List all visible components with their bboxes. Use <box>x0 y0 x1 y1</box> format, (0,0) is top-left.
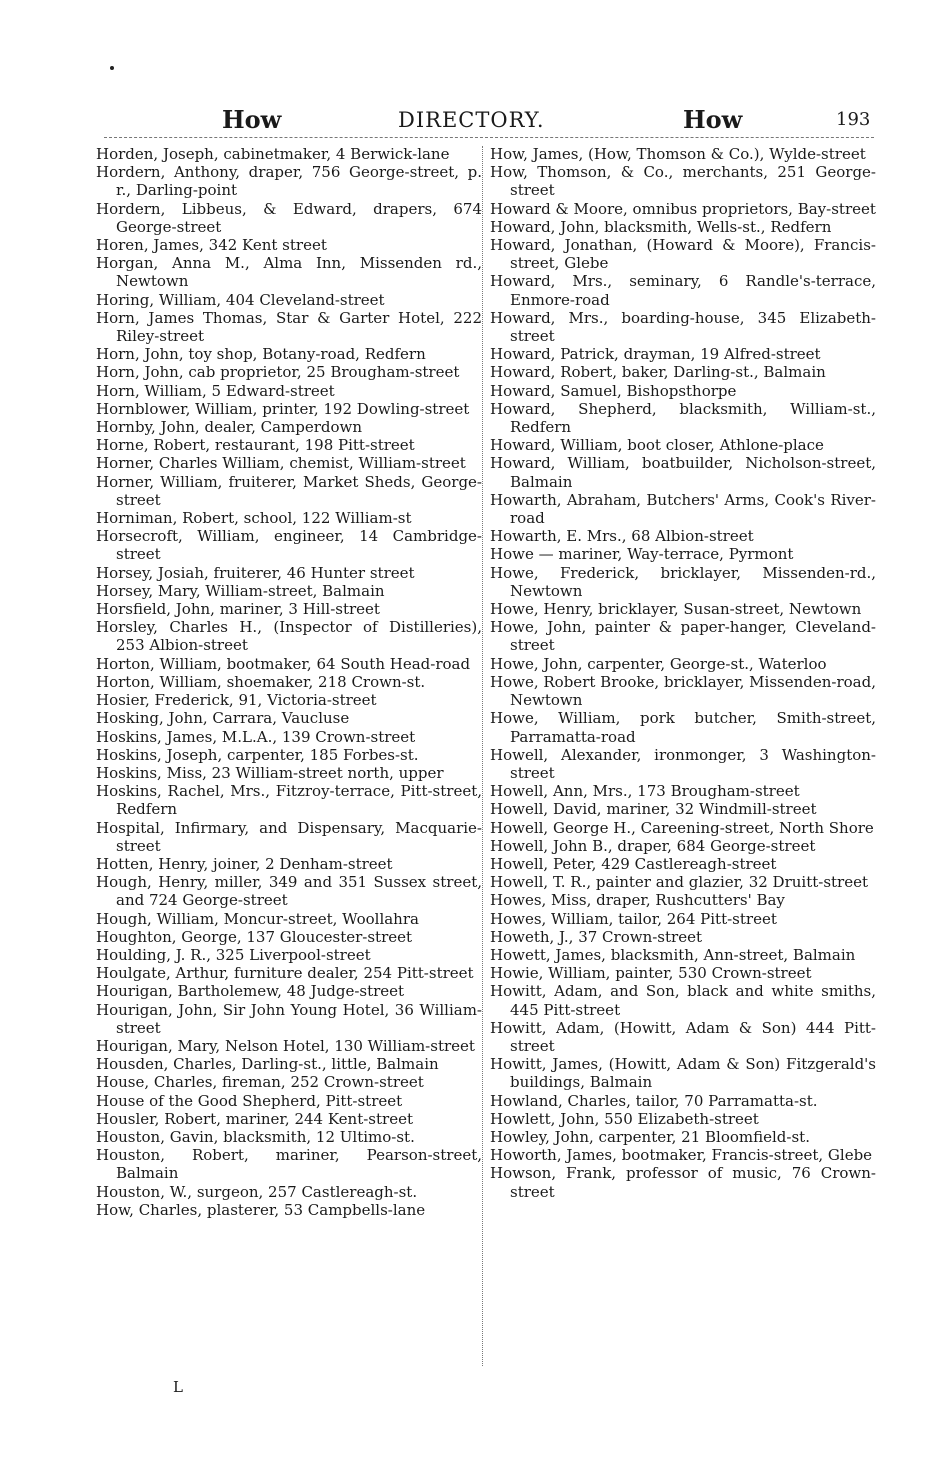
directory-entry: Howland, Charles, tailor, 70 Parramatta-st. <box>490 1091 818 1110</box>
directory-entry: Houston, W., surgeon, 257 Castlereagh-st. <box>96 1182 418 1201</box>
right-column <box>490 145 876 1201</box>
header-title: DIRECTORY. <box>398 108 545 132</box>
directory-entry: Hoskins, Joseph, carpenter, 185 Forbes-st. <box>96 745 419 764</box>
column-divider <box>482 146 483 1366</box>
directory-entry: Horsey, Mary, William-street, Balmain <box>96 581 385 600</box>
directory-entry: Howitt, Adam, (Howitt, Adam & Son) 444 Pitt-street <box>490 1018 876 1055</box>
directory-entry: Horsey, Josiah, fruiterer, 46 Hunter street <box>96 563 415 582</box>
directory-entry: Howson, Frank, professor of music, 76 Crown-street <box>490 1164 876 1201</box>
directory-entry: Hough, William, Moncur-street, Woollahra <box>96 909 419 928</box>
directory-entry: Horing, William, 404 Cleveland-street <box>96 290 385 309</box>
directory-entry: Hordern, Anthony, draper, 756 George-street, p. r., Darling-point <box>96 163 482 200</box>
directory-entry: Horton, William, bootmaker, 64 South Head-road <box>96 654 471 673</box>
page-number: 193 <box>836 109 871 130</box>
directory-entry: Howard, Mrs., seminary, 6 Randle's-terrace, Enmore-road <box>490 272 876 309</box>
directory-entry: Howard, Jonathan, (Howard & Moore), Francis-street, Glebe <box>490 236 876 273</box>
directory-entry: Hornblower, William, printer, 192 Dowling-street <box>96 399 470 418</box>
directory-entry: Horniman, Robert, school, 122 William-st <box>96 509 412 528</box>
directory-entry: Hordern, Libbeus, & Edward, drapers, 674 George-street <box>96 199 482 236</box>
directory-entry: Howitt, Adam, and Son, black and white smiths, 445 Pitt-street <box>490 982 876 1019</box>
directory-entry: Howell, Alexander, ironmonger, 3 Washington-street <box>490 745 876 782</box>
directory-entry: Horgan, Anna M., Alma Inn, Missenden rd., Newtown <box>96 254 482 291</box>
directory-entry: Howes, William, tailor, 264 Pitt-street <box>490 909 777 928</box>
directory-entry: Hourigan, John, Sir John Young Hotel, 36 William-street <box>96 1000 482 1037</box>
directory-entry: Howard & Moore, omnibus proprietors, Bay-street <box>490 199 876 218</box>
directory-entry: Howard, Patrick, drayman, 19 Alfred-street <box>490 345 821 364</box>
directory-entry: Horn, William, 5 Edward-street <box>96 381 335 400</box>
directory-entry: Hospital, Infirmary, and Dispensary, Macquarie-street <box>96 818 482 855</box>
directory-entry: Housden, Charles, Darling-st., little, Balmain <box>96 1055 439 1074</box>
directory-entry: Howeth, J., 37 Crown-street <box>490 927 702 946</box>
directory-entry: Hourigan, Bartholemew, 48 Judge-street <box>96 982 405 1001</box>
directory-entry: Howett, James, blacksmith, Ann-street, Balmain <box>490 945 856 964</box>
directory-entry: Howe, John, carpenter, George-st., Waterloo <box>490 654 827 673</box>
directory-entry: Howard, Shepherd, blacksmith, William-st., Redfern <box>490 399 876 437</box>
directory-entry: Houghton, George, 137 Gloucester-street <box>96 927 413 946</box>
directory-entry: Houlding, J. R., 325 Liverpool-street <box>96 945 371 964</box>
directory-entry: Howard, Samuel, Bishopsthorpe <box>490 381 737 400</box>
directory-entry: Howell, George H., Careening-street, North Shore <box>490 818 874 837</box>
directory-entry: House of the Good Shepherd, Pitt-street <box>96 1091 403 1110</box>
header-right-word: How <box>683 105 743 134</box>
directory-entry: Hornby, John, dealer, Camperdown <box>96 418 363 437</box>
directory-entry: Howarth, E. Mrs., 68 Albion-street <box>490 527 754 546</box>
directory-entry: Hosking, John, Carrara, Vaucluse <box>96 709 350 728</box>
directory-entry: Howard, William, boatbuilder, Nicholson-street, Balmain <box>490 454 876 491</box>
directory-entry: Horn, John, toy shop, Botany-road, Redfern <box>96 345 426 364</box>
directory-entry: Houlgate, Arthur, furniture dealer, 254 Pitt-street <box>96 964 474 983</box>
directory-entry: Horsfield, John, mariner, 3 Hill-street <box>96 600 380 619</box>
left-column <box>96 145 482 1219</box>
directory-entry: Howard, William, boot closer, Athlone-place <box>490 436 824 455</box>
running-header <box>0 104 948 136</box>
directory-entry: Housler, Robert, mariner, 244 Kent-street <box>96 1109 413 1128</box>
directory-entry: House, Charles, fireman, 252 Crown-street <box>96 1073 424 1092</box>
directory-entry: Howe, William, pork butcher, Smith-street, Parramatta-road <box>490 709 876 746</box>
directory-entry: How, Thomson, & Co., merchants, 251 George-street <box>490 163 876 200</box>
directory-entry: Hourigan, Mary, Nelson Hotel, 130 William-street <box>96 1036 475 1055</box>
directory-entry: Howlett, John, 550 Elizabeth-street <box>490 1109 759 1128</box>
directory-entry: Horsecroft, William, engineer, 14 Cambridge-street <box>96 527 482 564</box>
directory-entry: Howell, John B., draper, 684 George-street <box>490 836 816 855</box>
directory-entry: Howard, John, blacksmith, Wells-st., Redfern <box>490 217 832 236</box>
directory-entry: Howe, Henry, bricklayer, Susan-street, Newtown <box>490 600 862 619</box>
directory-entry: Howe, John, painter & paper-hanger, Cleveland-street <box>490 618 876 655</box>
directory-entry: Hoskins, Rachel, Mrs., Fitzroy-terrace, Pitt-street, Redfern <box>96 782 482 819</box>
directory-entry: Howarth, Abraham, Butchers' Arms, Cook's River-road <box>490 490 876 528</box>
directory-entry: Horton, William, shoemaker, 218 Crown-st. <box>96 672 426 691</box>
directory-entry: Howell, Ann, Mrs., 173 Brougham-street <box>490 782 800 801</box>
directory-entry: Horner, Charles William, chemist, William-street <box>96 454 466 473</box>
directory-entry: Horner, William, fruiterer, Market Sheds, George-street <box>96 472 482 509</box>
directory-entry: Horne, Robert, restaurant, 198 Pitt-street <box>96 436 415 455</box>
directory-entry: Howard, Mrs., boarding-house, 345 Elizabeth-street <box>490 308 876 346</box>
directory-entry: Horen, James, 342 Kent street <box>96 236 327 255</box>
directory-entry: Hosier, Frederick, 91, Victoria-street <box>96 691 377 710</box>
directory-entry: Hoskins, James, M.L.A., 139 Crown-street <box>96 727 416 746</box>
directory-entry: Horden, Joseph, cabinetmaker, 4 Berwick-lane <box>96 145 450 163</box>
signature-mark: L <box>173 1378 183 1396</box>
directory-entry: Howe — mariner, Way-terrace, Pyrmont <box>490 545 794 564</box>
header-left-word: How <box>222 105 282 134</box>
directory-entry: Howley, John, carpenter, 21 Bloomfield-st. <box>490 1127 810 1146</box>
directory-entry: Horn, John, cab proprietor, 25 Brougham-street <box>96 363 460 382</box>
directory-entry: Howe, Robert Brooke, bricklayer, Missenden-road, Newtown <box>490 672 876 710</box>
directory-entry: Howie, William, painter, 530 Crown-street <box>490 964 812 983</box>
directory-entry: Hotten, Henry, joiner, 2 Denham-street <box>96 854 393 873</box>
directory-entry: Howell, T. R., painter and glazier, 32 Druitt-street <box>490 873 869 892</box>
directory-entry: Howell, Peter, 429 Castlereagh-street <box>490 854 777 873</box>
directory-entry: Horsley, Charles H., (Inspector of Distilleries), 253 Albion-street <box>96 618 482 655</box>
directory-entry: Howell, David, mariner, 32 Windmill-street <box>490 800 817 819</box>
directory-entry: Horn, James Thomas, Star & Garter Hotel, 222 Riley-street <box>96 308 482 346</box>
directory-entry: Houston, Robert, mariner, Pearson-street, Balmain <box>96 1146 482 1183</box>
directory-entry: Howitt, James, (Howitt, Adam & Son) Fitzgerald's buildings, Balmain <box>490 1055 876 1092</box>
header-rule <box>104 137 874 138</box>
directory-entry: Howes, Miss, draper, Rushcutters' Bay <box>490 891 785 910</box>
directory-entry: Hough, Henry, miller, 349 and 351 Sussex street, and 724 George-street <box>96 873 482 910</box>
directory-entry: How, Charles, plasterer, 53 Campbells-lane <box>96 1200 426 1219</box>
directory-entry: Howe, Frederick, bricklayer, Missenden-rd., Newtown <box>490 563 876 600</box>
directory-entry: Howard, Robert, baker, Darling-st., Balmain <box>490 363 826 382</box>
directory-entry: Hoskins, Miss, 23 William-street north, upper <box>96 763 444 782</box>
directory-entry: Houston, Gavin, blacksmith, 12 Ultimo-st. <box>96 1127 415 1146</box>
directory-entry: Howorth, James, bootmaker, Francis-street, Glebe <box>490 1146 873 1165</box>
ink-speck <box>110 66 114 70</box>
directory-entry: How, James, (How, Thomson & Co.), Wylde-street <box>490 145 866 163</box>
